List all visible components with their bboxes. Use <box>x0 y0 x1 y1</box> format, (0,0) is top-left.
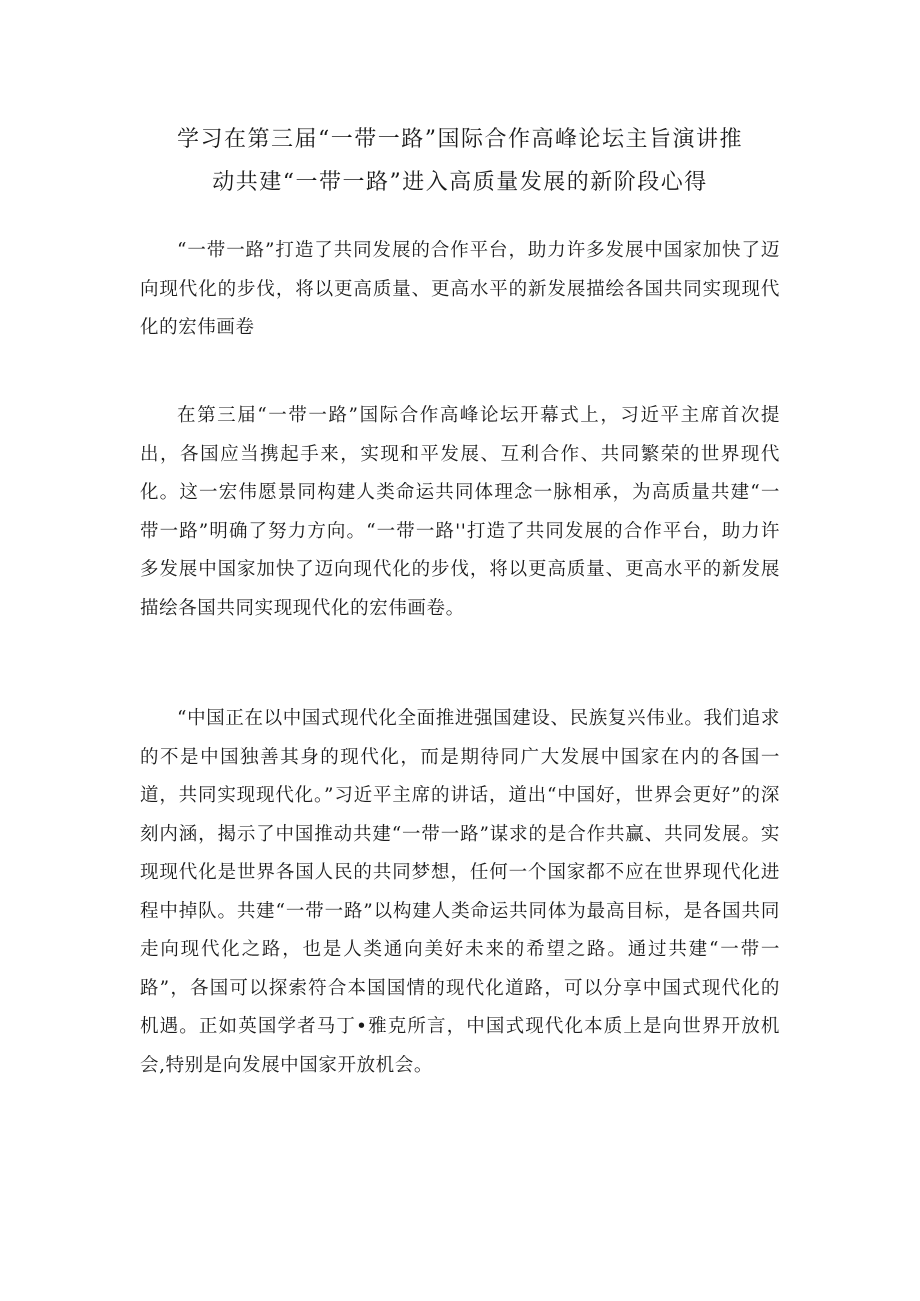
paragraph-3: “中国正在以中国式现代化全面推进强国建设、民族复兴伟业。我们追求的不是中国独善其身的现代化，而是期待同广大发展中国家在内的各国一道，共同实现现代化。”习近平主席的讲话，道出“中国好，世界会更好”的深刻内涵，揭示了中国推动共建“一带一路”谋求的是合作共赢、共同发展。实现现代化是世界各国人民的共同梦想，任何一个国家都不应在世界现代化进程中掉队。共建“一带一路”以构建人类命运共同体为最高目标，是各国共同走向现代化之路，也是人类通向美好未来的希望之路。通过共建“一带一路”，各国可以探索符合本国国情的现代化道路，可以分享中国式现代化的机遇。正如英国学者马丁•雅克所言，中国式现代化本质上是向世界开放机会,特别是向发展中国家开放机会。 <box>140 708 780 1076</box>
title-line-1: 学习在第三届“一带一路”国际合作高峰论坛主旨演讲推 <box>177 127 743 152</box>
document-title <box>120 118 800 204</box>
paragraph-2: 在第三届“一带一路”国际合作高峰论坛开幕式上，习近平主席首次提出，各国应当携起手来，实现和平发展、互利合作、共同繁荣的世界现代化。这一宏伟愿景同构建人类命运共同体理念一脉相承，为高质量共建“一带一路”明确了努力方向。“一带一路''打造了共同发展的合作平台，助力许多发展中国家加快了迈向现代化的步伐，将以更高质量、更高水平的新发展描绘各国共同实现现代化的宏伟画卷。 <box>140 405 780 619</box>
paragraph-1: “一带一路”打造了共同发展的合作平台，助力许多发展中国家加快了迈向现代化的步伐，将以更高质量、更高水平的新发展描绘各国共同实现现代化的宏伟画卷 <box>140 240 780 338</box>
title-line-2: 动共建“一带一路”进入高质量发展的新阶段心得 <box>212 170 708 195</box>
